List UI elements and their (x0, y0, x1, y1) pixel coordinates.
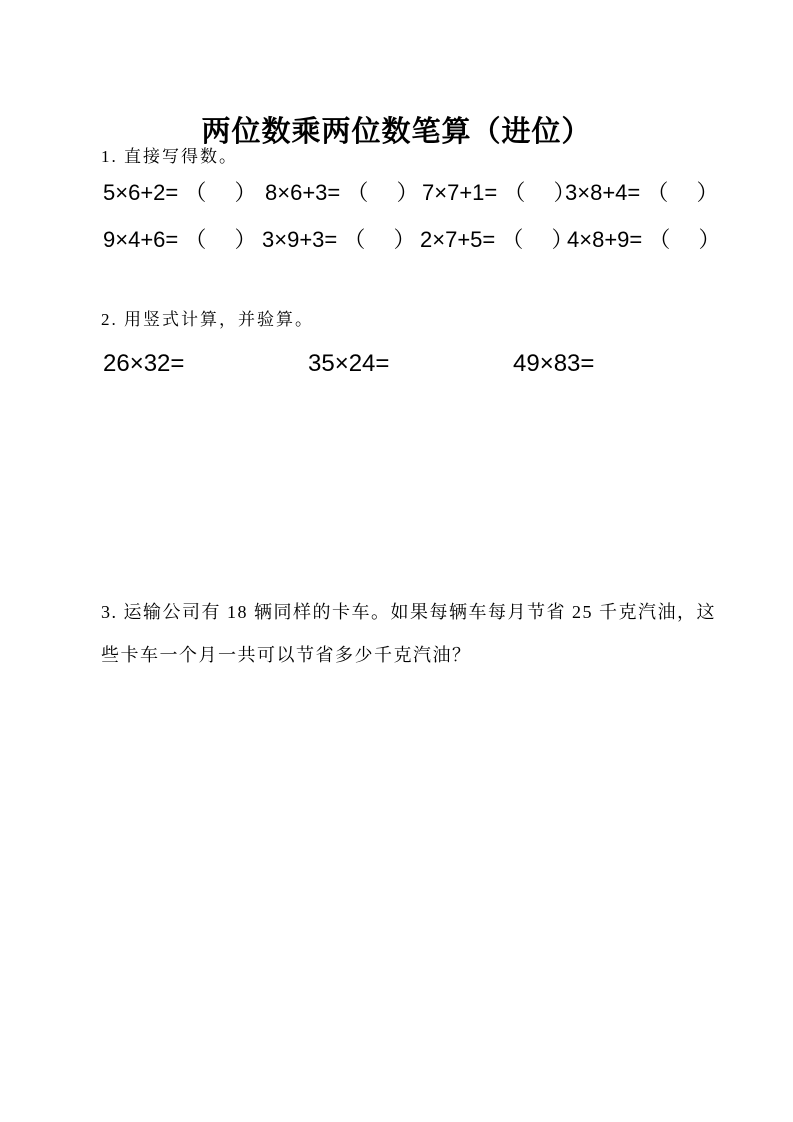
q1-row2-problem-4: 4×8+9= （ ） (567, 227, 721, 252)
q2-problem-1: 26×32= (103, 350, 185, 377)
q3-text-line-1: 3. 运输公司有 18 辆同样的卡车。如果每辆车每月节省 25 千克汽油，这 (101, 602, 716, 622)
q2-problem-2: 35×24= (308, 350, 390, 377)
q1-row2-problem-1: 9×4+6= （ ） (103, 227, 257, 252)
q1-row1-problem-1: 5×6+2= （ ） (103, 180, 257, 205)
q1-row1-problem-4: 3×8+4= （ ） (565, 180, 719, 205)
q1-row2-problem-3: 2×7+5= （ ） (420, 227, 574, 252)
q1-header: 1. 直接写得数。 (101, 147, 238, 166)
q1-row1-problem-2: 8×6+3= （ ） (265, 180, 419, 205)
q3-text-line-2: 些卡车一个月一共可以节省多少千克汽油？ (101, 645, 472, 665)
page-title: 两位数乘两位数笔算（进位） (201, 116, 592, 149)
q2-header: 2. 用竖式计算，并验算。 (101, 310, 314, 329)
q1-row1-problem-3: 7×7+1= （ ） (422, 180, 576, 205)
q2-problem-3: 49×83= (513, 350, 595, 377)
q1-row2-problem-2: 3×9+3= （ ） (262, 227, 416, 252)
